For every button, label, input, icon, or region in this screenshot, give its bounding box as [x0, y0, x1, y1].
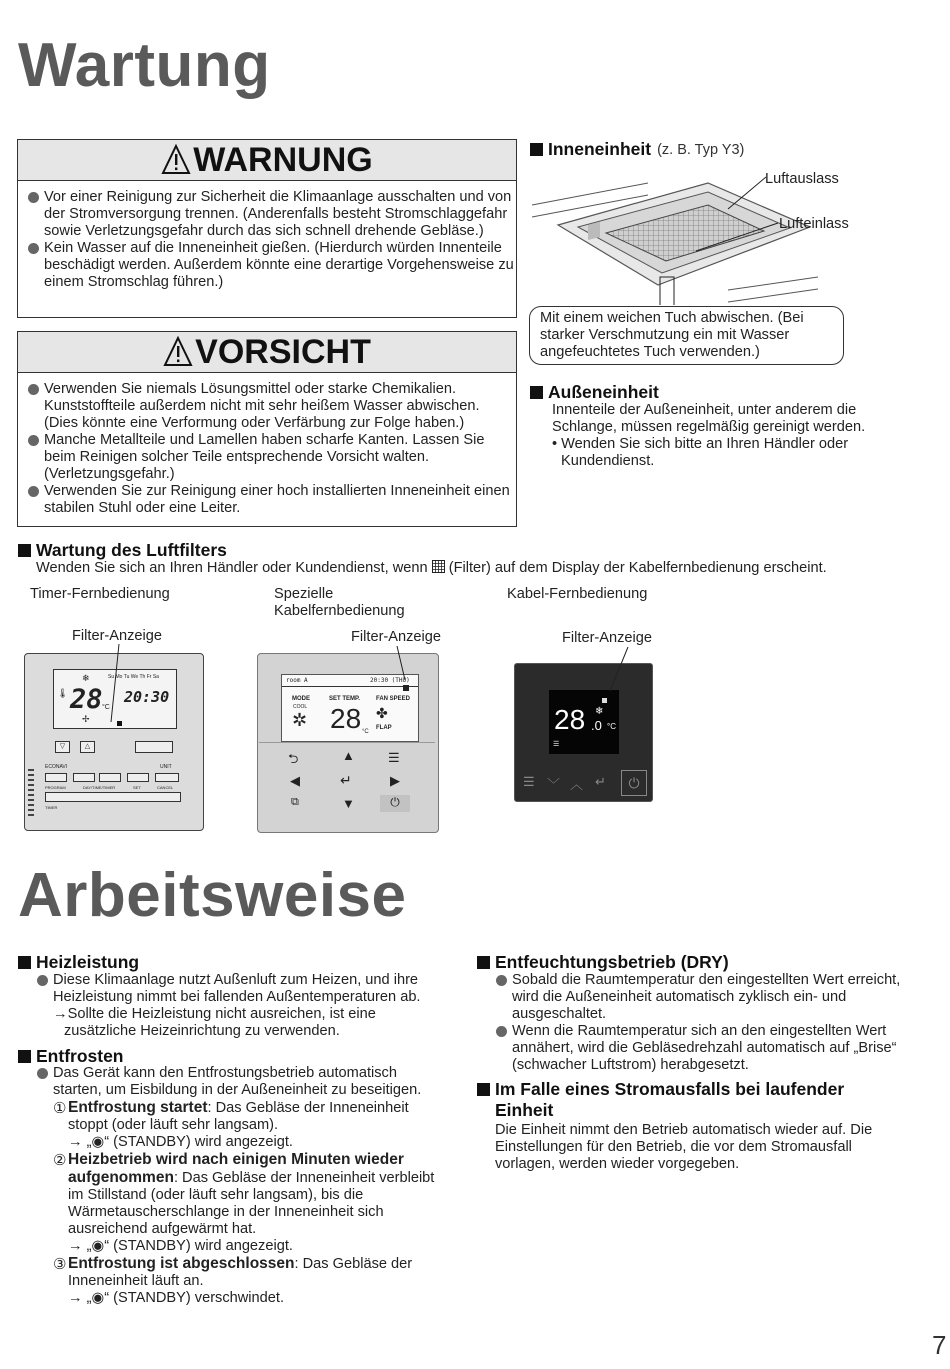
filter-pointer-kabel: [600, 645, 640, 695]
filter-icon: [432, 560, 445, 573]
louver-button[interactable]: [127, 773, 149, 782]
square-bullet-icon: [477, 1083, 490, 1096]
timer-temp: 28: [70, 684, 103, 715]
special-clock: 20:30 (THU): [370, 677, 410, 684]
defrost-step: [27, 1099, 447, 1151]
enter-icon[interactable]: ↵: [595, 774, 606, 789]
kabel-temp: 28: [554, 704, 586, 735]
keypad-divider: [259, 742, 435, 743]
step-arrow-note: → „◉“ (STANDBY) wird angezeigt.: [68, 1134, 293, 1150]
set-label: SET: [133, 785, 141, 790]
econavi-button[interactable]: [45, 773, 67, 782]
aussen-bullet: • Wenden Sie sich bitte an Ihren Händler oder Kundendienst.: [552, 436, 849, 469]
warnung-heading: WARNUNG: [193, 140, 373, 179]
special-mode-value: COOL: [293, 704, 308, 710]
fan-icon: ✤: [376, 705, 388, 721]
back-icon[interactable]: ⮌: [288, 751, 299, 766]
heizleistung-bullet: Diese Klimaanlage nutzt Außenluft zum Heizen, und ihre Heizleistung nimmt bei fallenden Außentemperaturen ab.: [27, 972, 447, 1006]
snowflake-icon: ✲: [292, 710, 308, 730]
square-bullet-icon: [18, 956, 31, 969]
program-label: PROGRAM: [45, 785, 66, 790]
special-room: room A: [286, 677, 308, 684]
page-title-arbeitsweise: Arbeitsweise: [18, 861, 407, 930]
kabel-unit: °C: [607, 722, 616, 731]
filter-label-timer: Filter-Anzeige: [72, 628, 163, 644]
temp-up-button[interactable]: △: [80, 741, 95, 753]
inneneinheit-title: Inneneinheit: [548, 139, 652, 159]
unit-button[interactable]: [155, 773, 179, 782]
vorsicht-item: Verwenden Sie niemals Lösungsmittel oder starke Chemikalien. Kunststoffteile außerdem nicht mit sehr heißem Wasser abwischen. (Dies könnte eine Verformung oder Verfärbung zur Folge haben.): [18, 381, 516, 432]
filter-label-special: Filter-Anzeige: [351, 629, 442, 645]
display-divider: [282, 686, 418, 687]
inneneinheit-heading: [530, 139, 744, 160]
entfrosten-bullet: Das Gerät kann den Entfrostungsbetrieb automatisch starten, um Eisbildung in der Außeneinheit zu beseitigen.: [27, 1065, 447, 1099]
aussen-title: Außeneinheit: [548, 382, 659, 402]
vorsicht-item: Verwenden Sie zur Reinigung einer hoch installierten Inneneinheit einen stabilen Stuhl oder eine Leiter.: [18, 483, 516, 517]
strom-heading: [477, 1079, 897, 1121]
cleaning-callout: Mit einem weichen Tuch abwischen. (Bei starker Verschmutzung ein mit Wasser angefeuchtetes Tuch verwenden.): [529, 306, 844, 365]
defrost-step: [27, 1255, 447, 1307]
page-title-wartung: Wartung: [18, 31, 271, 100]
filter-indicator: [403, 685, 409, 691]
luftauslass-label: Luftauslass: [765, 171, 839, 187]
square-bullet-icon: [530, 386, 543, 399]
vorsicht-item: Manche Metallteile und Lamellen haben scharfe Kanten. Lassen Sie beim Reinigen solcher Teile entsprechende Vorsicht walten. (Verletzungsgefahr.): [18, 432, 516, 483]
heizleistung-heading: [18, 952, 139, 973]
lufteinlass-label: Lufteinlass: [779, 216, 849, 232]
square-bullet-icon: [530, 143, 543, 156]
step-text: : Das Gebläse der Inneneinheit läuft an.: [68, 1256, 413, 1289]
vorsicht-header: [18, 332, 516, 373]
snowflake-icon: ❄: [595, 706, 604, 717]
luftfilter-text-before: Wenden Sie sich an Ihren Händler oder Kundendienst, wenn: [36, 560, 428, 576]
filter-pointer-special: [372, 644, 412, 684]
up-chevron-icon[interactable]: ︿: [570, 777, 584, 792]
step-arrow-note: → „◉“ (STANDBY) wird angezeigt.: [68, 1238, 293, 1254]
step-title: Entfrostung ist abgeschlossen: [68, 1255, 295, 1272]
dry-item: Sobald die Raumtemperatur den eingestellten Wert erreicht, wird die Außeneinheit automatisch zyklisch ein- und ausgeschaltet.: [486, 972, 901, 1023]
luftfilter-text: [36, 560, 827, 577]
special-remote-display: [281, 674, 419, 742]
special-mode-label: MODE: [292, 696, 310, 702]
luftfilter-heading: [18, 540, 227, 561]
step-number: ①: [53, 1100, 67, 1117]
up-arrow-button[interactable]: ▲: [342, 748, 355, 763]
remote-label-special: Spezielle Kabelfernbedienung: [274, 586, 405, 619]
vorsicht-box: [17, 331, 517, 527]
warnung-header: [18, 140, 516, 181]
timer-time: 20:30: [124, 688, 170, 706]
warnung-item: Kein Wasser auf die Inneneinheit gießen. (Hierdurch würden Innenteile beschädigt werden. Außerdem könnte eine derartige Vorgehensweise zu einem Stromschlag führen.): [18, 240, 516, 291]
step-arrow-note: → „◉“ (STANDBY) verschwindet.: [68, 1290, 284, 1306]
kabel-remote-display: [549, 690, 619, 754]
power-button[interactable]: ⏻: [380, 795, 410, 812]
entfrosten-heading: [18, 1046, 124, 1067]
warning-triangle-icon: [161, 144, 191, 176]
special-flap-label: FLAP: [376, 725, 392, 731]
remote-label-kabel: Kabel-Fernbedienung: [507, 586, 648, 602]
filter-pointer-timer: [105, 642, 125, 727]
step-number: ③: [53, 1256, 67, 1273]
aussen-text: Innenteile der Außeneinheit, unter anderem die Schlange, müssen regelmäßig gereinigt werden.: [552, 402, 866, 435]
step-number: ②: [53, 1152, 67, 1169]
remote-label-timer: Timer-Fernbedienung: [30, 586, 170, 602]
power-button[interactable]: ⏻: [621, 770, 647, 796]
heizleistung-arrow-note: →Sollte die Heizleistung nicht ausreichen, ist eine zusätzliche Heizeinrichtung zu verwenden.: [53, 1006, 376, 1039]
right-arrow-button[interactable]: ▶: [390, 773, 400, 788]
strom-section: [477, 1079, 897, 1173]
unit-label: UNIT: [160, 764, 172, 770]
warnung-item: Vor einer Reinigung zur Sicherheit die Klimaanlage ausschalten und von der Stromversorgung trennen. (Anderenfalls besteht Stromschlaggefahr sowie Verletzungsgefahr durch das sich schnell drehende Gebläse.): [18, 189, 516, 240]
square-bullet-icon: [18, 1050, 31, 1063]
settings-icon[interactable]: ⧉: [291, 796, 299, 808]
special-set-label: SET TEMP.: [329, 696, 360, 702]
kabel-decimal: .0: [591, 718, 602, 733]
entfrosten-body: [27, 1065, 447, 1307]
step-text: : Das Gebläse der Inneneinheit verbleibt im Stillstand (oder läuft sehr langsam), bis die Wärmetauscherschlange in der Inneneinheit sich ausreichend aufgewärmt hat.: [68, 1170, 435, 1237]
special-fan-label: FAN SPEED: [376, 696, 411, 702]
daytime-label: DAY/TIME/TIMER: [83, 785, 116, 790]
dry-heading: [477, 952, 729, 973]
filter-indicator: [602, 698, 607, 703]
timer-buttons-row[interactable]: [45, 792, 181, 802]
entfrosten-title: Entfrosten: [36, 1046, 124, 1066]
left-arrow-button[interactable]: ◀: [290, 773, 300, 788]
enter-icon[interactable]: ↵: [340, 772, 352, 788]
vorsicht-heading: VORSICHT: [195, 332, 371, 371]
temp-down-button[interactable]: ▽: [55, 741, 70, 753]
square-bullet-icon: [477, 956, 490, 969]
aussen-heading: [530, 382, 659, 403]
square-bullet-icon: [18, 544, 31, 557]
timer-label: TIMER: [45, 805, 58, 810]
down-arrow-button[interactable]: ▼: [342, 796, 355, 811]
mode-button[interactable]: [73, 773, 95, 782]
luftfilter-text-after: (Filter) auf dem Display der Kabelfernbedienung erscheint.: [448, 560, 827, 576]
snowflake-icon: ❄: [82, 673, 90, 683]
list-icon: ☰: [553, 741, 560, 748]
fan-button[interactable]: [99, 773, 121, 782]
dry-title: Entfeuchtungsbetrieb (DRY): [495, 952, 729, 972]
dry-item: Wenn die Raumtemperatur sich an den eingestellten Wert annähert, wird die Gebläsedrehzahl automatisch auf „Brise“ (schwacher Luftstrom) herabgesetzt.: [486, 1023, 901, 1074]
cancel-label: CANCEL: [157, 785, 174, 790]
econavi-label: ECONAVI: [45, 764, 68, 770]
timer-days: Su Mo Tu We Th Fr Sa: [108, 674, 159, 680]
timer-unit: °C: [102, 704, 110, 711]
dry-body: [486, 972, 901, 1074]
strom-text: Die Einheit nimmt den Betrieb automatisch wieder auf. Die Einstellungen für den Betrieb, die vor dem Stromausfall vorlagen, werden wieder vorgegeben.: [495, 1122, 873, 1172]
thermometer-icon: 🌡: [57, 688, 69, 698]
page-number: 7: [932, 1330, 947, 1360]
luftfilter-title: Wartung des Luftfilters: [36, 540, 227, 560]
filter-label-kabel: Filter-Anzeige: [562, 630, 653, 646]
warnung-box: [17, 139, 517, 318]
power-button[interactable]: [135, 741, 173, 753]
special-temp: 28: [330, 703, 362, 734]
inneneinheit-note: (z. B. Typ Y3): [657, 141, 745, 158]
fan-icon: ✢: [82, 714, 90, 724]
strom-title: Im Falle eines Stromausfalls bei laufender Einheit: [495, 1079, 845, 1120]
step-text: : Das Gebläse der Inneneinheit stoppt (oder läuft sehr langsam).: [68, 1100, 409, 1133]
caution-triangle-icon: [163, 336, 193, 368]
heizleistung-body: [27, 972, 447, 1040]
special-unit: °C: [362, 729, 369, 735]
step-title: Entfrostung startet: [68, 1099, 208, 1116]
remote-grip: [28, 769, 34, 819]
down-chevron-icon[interactable]: ﹀: [547, 777, 561, 792]
menu-icon[interactable]: ☰: [523, 774, 535, 789]
defrost-step: [27, 1151, 447, 1255]
menu-icon[interactable]: ☰: [388, 750, 400, 765]
heizleistung-title: Heizleistung: [36, 952, 140, 972]
step-title: Heizbetrieb wird nach einigen Minuten wieder aufgenommen: [68, 1151, 404, 1186]
